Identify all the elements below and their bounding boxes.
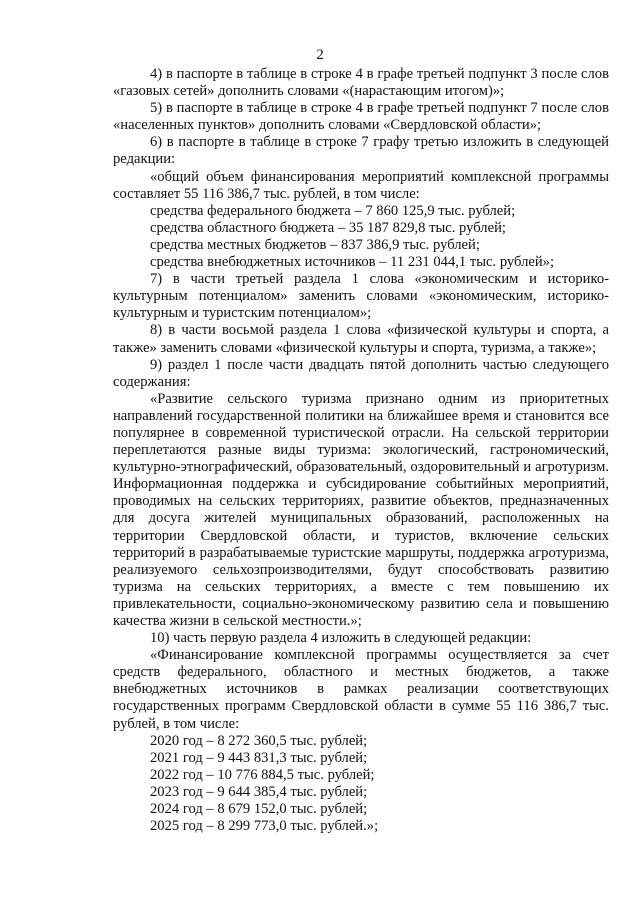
yearly-funding-2025: 2025 год – 8 299 773,0 тыс. рублей.»; <box>150 818 379 835</box>
paragraph-item-5: 5) в паспорте в таблице в строке 4 в графе третьей подпункт 7 после слов «населенных пунктов» дополнить словами «Свердловской области»; <box>113 100 609 134</box>
paragraph-item-7: 7) в части третьей раздела 1 слова «экономическим и историко-культурным потенциалом» заменить словами «экономическим, историко-культурным и туристским потенциалом»; <box>113 271 609 322</box>
funding-source-extrabudgetary: средства внебюджетных источников – 11 231 044,1 тыс. рублей»; <box>150 254 555 271</box>
paragraph-item-8: 8) в части восьмой раздела 1 слова «физической культуры и спорта, а также» заменить словами «физической культуры и спорта, туризма, а также»; <box>113 322 609 356</box>
paragraph-item-10: 10) часть первую раздела 4 изложить в следующей редакции: <box>150 630 532 647</box>
paragraph-program-financing: «Финансирование комплексной программы осуществляется за счет средств федерального, областного и местных бюджетов, а также внебюджетных источников в рамках реализации соответствующих государственных программ Свердловской области в сумме 55 116 386,7 тыс. рублей, в том числе: <box>113 647 609 732</box>
yearly-funding-2023: 2023 год – 9 644 385,4 тыс. рублей; <box>150 783 368 800</box>
yearly-funding-2020: 2020 год – 8 272 360,5 тыс. рублей; <box>150 732 368 749</box>
paragraph-total-financing: «общий объем финансирования мероприятий комплексной программы составляет 55 116 386,7 тыс. рублей, в том числе: <box>113 168 609 202</box>
document-body <box>113 66 609 835</box>
page-number: 2 <box>316 47 324 63</box>
paragraph-item-4: 4) в паспорте в таблице в строке 4 в графе третьей подпункт 3 после слов «газовых сетей» дополнить словами «(нарастающим итогом)»; <box>113 66 609 100</box>
paragraph-item-6: 6) в паспорте в таблице в строке 7 графу третью изложить в следующей редакции: <box>113 134 609 168</box>
paragraph-rural-tourism: «Развитие сельского туризма признано одним из приоритетных направлений государственной политики на ближайшее время и становится все популярнее в современной туристической отрасли. На сельской территории переплетаются разные виды туризма: экологический, гастрономический, культурно-этнографический, образовательный, оздоровительный и агротуризм. Информационная поддержка и субсидирование событийных мероприятий, проводимых на сельских территориях, развитие объектов, предназначенных для досуга жителей муниципальных образований, расположенных на территории Свердловской области, и туристов, включение сельских территорий в разрабатываемые туристские маршруты, поддержка агротуризма, реализуемого сельхозпроизводителями, будут способствовать развитию туризма на сельских территориях, а вместе с тем повышению их привлекательности, социально-экономическому развитию села и повышению качества жизни в сельской местности.»; <box>113 390 609 629</box>
funding-source-local: средства местных бюджетов – 837 386,9 тыс. рублей; <box>150 236 480 253</box>
yearly-funding-2022: 2022 год – 10 776 884,5 тыс. рублей; <box>150 766 375 783</box>
yearly-funding-2021: 2021 год – 9 443 831,3 тыс. рублей; <box>150 749 368 766</box>
funding-source-federal: средства федерального бюджета – 7 860 125,9 тыс. рублей; <box>150 202 516 219</box>
funding-source-regional: средства областного бюджета – 35 187 829,8 тыс. рублей; <box>150 219 506 236</box>
paragraph-item-9: 9) раздел 1 после части двадцать пятой дополнить частью следующего содержания: <box>113 356 609 390</box>
yearly-funding-2024: 2024 год – 8 679 152,0 тыс. рублей; <box>150 801 368 818</box>
